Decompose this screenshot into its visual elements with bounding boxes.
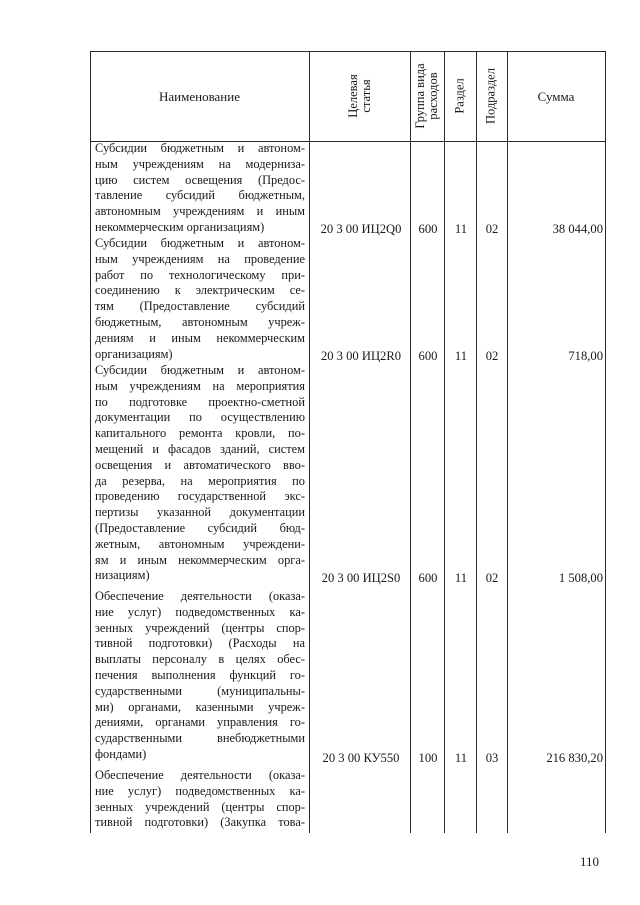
row-4-line-1: Обеспечение деятельности (оказа- xyxy=(95,589,305,603)
row-4-line-3: зенных учреждений (центры спор- xyxy=(95,620,305,635)
row-2-section: 11 xyxy=(454,349,468,363)
row-1-code: 20 3 00 ИЦ2Q0 xyxy=(320,222,402,236)
header-target-item-line-2: статья xyxy=(359,79,373,113)
row-3-line-12: жетным, автономным учреждени- xyxy=(95,536,305,551)
row-1-line-2: ным учреждениям на модерниза- xyxy=(95,156,305,171)
row-2-name xyxy=(95,236,305,362)
page-number: 110 xyxy=(580,854,600,869)
row-3-group: 600 xyxy=(418,571,438,585)
row-5-line-2: ние услуг) подведомственных ка- xyxy=(95,783,305,798)
row-1-line-5: автономным учреждениям и иным xyxy=(95,204,305,219)
row-3-line-10: пертизы указанной документации xyxy=(95,505,305,520)
row-1-line-6: некоммерческим организациям) xyxy=(95,219,265,234)
row-3-name xyxy=(95,363,305,584)
row-3-line-5: капитального ремонта кровли, по- xyxy=(95,426,305,441)
row-3-line-4: документации по осуществлению xyxy=(95,410,305,425)
row-2-line-6: бюджетным, автономным учреж- xyxy=(95,314,305,329)
header-target-item-line-1: Целевая xyxy=(346,74,360,118)
row-2-group: 600 xyxy=(418,349,438,363)
row-2-line-8: организациям) xyxy=(95,346,173,361)
row-1-line-3: цию систем освещения (Предос- xyxy=(95,172,305,187)
column-divider-code xyxy=(410,51,411,833)
row-4-line-8: ми) органами, казенными учреж- xyxy=(95,699,305,714)
row-4-code: 20 3 00 КУ550 xyxy=(322,751,400,765)
row-5-line-3: зенных учреждений (центры спор- xyxy=(95,799,305,814)
row-1-name xyxy=(95,141,305,236)
row-3-line-3: по подготовке проектно-сметной xyxy=(95,394,305,409)
header-subsection: Подраздел xyxy=(483,68,498,124)
row-2-line-1: Субсидии бюджетным и автоном- xyxy=(95,236,305,250)
header-expense-group-line-1: Группа вида xyxy=(413,63,427,129)
row-3-section: 11 xyxy=(454,571,468,585)
row-3-line-8: да резерва, на мероприятия по xyxy=(95,473,305,488)
row-4-subsection: 03 xyxy=(485,751,499,765)
row-3-line-13: ям и иным некоммерческим орга- xyxy=(95,552,305,567)
row-3-line-7: освещения и автоматического вво- xyxy=(95,457,305,472)
row-4-line-5: выплаты персоналу в целях обес- xyxy=(95,652,305,667)
row-5-line-1: Обеспечение деятельности (оказа- xyxy=(95,768,305,782)
header-expense-group xyxy=(414,63,440,128)
row-4-amount: 216 830,20 xyxy=(546,751,603,765)
row-4-section: 11 xyxy=(454,751,468,765)
row-5-name xyxy=(95,768,305,831)
header-expense-group-line-2: расходов xyxy=(426,72,440,120)
row-2-subsection: 02 xyxy=(485,349,499,363)
row-1-subsection: 02 xyxy=(485,222,499,236)
row-4-line-4: тивной подготовки) (Расходы на xyxy=(95,636,305,651)
row-2-line-4: соединению к электрическим се- xyxy=(95,283,305,298)
header-amount: Сумма xyxy=(537,89,575,104)
row-2-line-7: дениям и иным некоммерческим xyxy=(95,330,305,345)
row-2-amount: 718,00 xyxy=(568,349,603,363)
row-4-line-9: дениями, органами управления го- xyxy=(95,715,305,730)
row-3-line-11: (Предоставление субсидий бюд- xyxy=(95,520,305,535)
table-right-border xyxy=(605,51,606,833)
row-1-section: 11 xyxy=(454,222,468,236)
row-1-group: 600 xyxy=(418,222,438,236)
row-2-code: 20 3 00 ИЦ2R0 xyxy=(320,349,402,363)
row-2-line-2: ным учреждениям на проведение xyxy=(95,251,305,266)
row-2-line-5: тям (Предоставление субсидий xyxy=(95,299,305,314)
row-3-amount: 1 508,00 xyxy=(558,571,603,585)
row-4-line-7: сударственными (муниципальны- xyxy=(95,683,305,698)
row-1-line-1: Субсидии бюджетным и автоном- xyxy=(95,141,305,155)
row-1-amount: 38 044,00 xyxy=(552,222,603,236)
row-3-line-9: проведению государственной экс- xyxy=(95,489,305,504)
row-4-name xyxy=(95,589,305,763)
column-divider-group xyxy=(444,51,445,833)
row-3-line-2: ным учреждениям на мероприятия xyxy=(95,378,305,393)
row-3-line-14: низациям) xyxy=(95,568,150,583)
row-4-line-10: сударственными внебюджетными xyxy=(95,731,305,746)
column-divider-name xyxy=(309,51,310,833)
row-4-line-6: печения выполнения функций го- xyxy=(95,667,305,682)
row-4-line-11: фондами) xyxy=(95,746,147,761)
header-name: Наименование xyxy=(159,89,240,104)
row-4-line-2: ние услуг) подведомственных ка- xyxy=(95,604,305,619)
row-2-line-3: работ по технологическому при- xyxy=(95,267,305,282)
table-top-border xyxy=(90,51,606,52)
header-section: Раздел xyxy=(452,78,467,114)
table-left-border xyxy=(90,51,91,833)
column-divider-section xyxy=(476,51,477,833)
row-3-line-1: Субсидии бюджетным и автоном- xyxy=(95,363,305,377)
row-1-line-4: тавление субсидий бюджетным, xyxy=(95,188,305,203)
header-target-item xyxy=(347,74,373,117)
row-3-code: 20 3 00 ИЦ2S0 xyxy=(321,571,401,585)
row-4-group: 100 xyxy=(418,751,438,765)
row-3-subsection: 02 xyxy=(485,571,499,585)
row-5-line-4: тивной подготовки) (Закупка това- xyxy=(95,815,305,830)
row-3-line-6: мещений и фасадов зданий, систем xyxy=(95,441,305,456)
column-divider-subsection xyxy=(507,51,508,833)
